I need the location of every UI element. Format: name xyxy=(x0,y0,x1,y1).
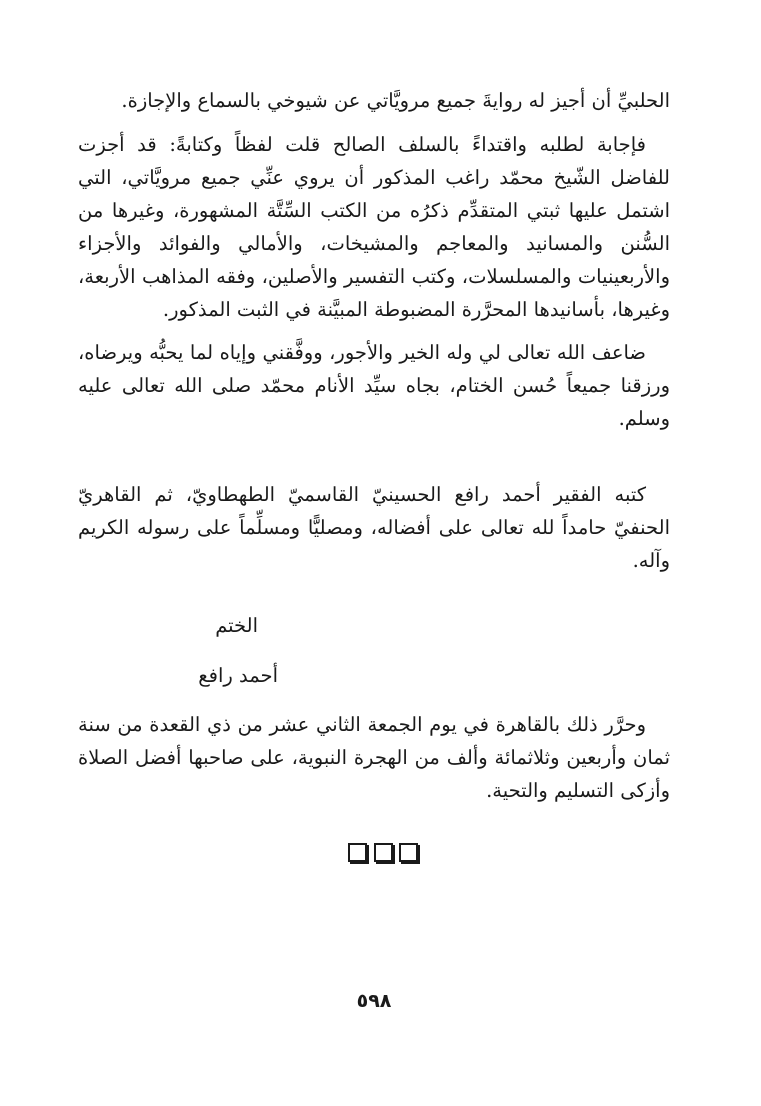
paragraph-author-signoff: كتبه الفقير أحمد رافع الحسينيّ القاسميّ الطهطاويّ، ثم القاهريّ الحنفيّ حامداً لله تعالى على أفضاله، ومصليًّا ومسلِّماً على رسوله الكريم وآله. xyxy=(78,483,670,572)
seal-label: الختم xyxy=(215,614,258,637)
ornament-square-icon xyxy=(374,843,393,862)
ornament-square-icon xyxy=(399,843,418,862)
section-end-ornament xyxy=(348,840,418,864)
page-number: ٥٩٨ xyxy=(356,990,392,1012)
paragraph-request: الحلبيِّ أن أجيز له روايةَ جميع مرويَّاتي عن شيوخي بالسماع والإجازة. xyxy=(121,89,670,112)
document-page xyxy=(78,0,670,1106)
signature-name: أحمد رافع xyxy=(198,664,278,687)
paragraph-supplication: ضاعف الله تعالى لي وله الخير والأجور، ووفَّقني وإياه لما يحبُّه ويرضاه، ورزقنا جميعاً حُسن الختام، بجاه سيِّد الأنام محمّد صلى الله تعالى عليه وسلم. xyxy=(78,341,670,430)
paragraph-ijaza-grant: فإجابة لطلبه واقتداءً بالسلف الصالح قلت لفظاً وكتابةً: قد أجزت للفاضل الشّيخ محمّد راغب المذكور أن يروي عنِّي جميع مرويَّاتي، التي اشتمل عليها ثبتي المتقدِّم ذكرُه من الكتب السِّتَّة المشهورة، وغيرها من السُّنن والمسانيد والمعاجم والمشيخات، والأمالي والفوائد والأجزاء والأربعينيات والمسلسلات، وكتب التفسير والأصلين، وفقه المذاهب الأربعة، وغيرها، بأسانيدها المحرَّرة المضبوطة المبيَّنة في الثبت المذكور. xyxy=(78,133,670,321)
ornament-square-icon xyxy=(348,843,367,862)
paragraph-date-colophon: وحرَّر ذلك بالقاهرة في يوم الجمعة الثاني عشر من ذي القعدة من سنة ثمان وأربعين وثلاثمائة وألف من الهجرة النبوية، على صاحبها أفضل الصلاة وأزكى التسليم والتحية. xyxy=(78,713,670,802)
